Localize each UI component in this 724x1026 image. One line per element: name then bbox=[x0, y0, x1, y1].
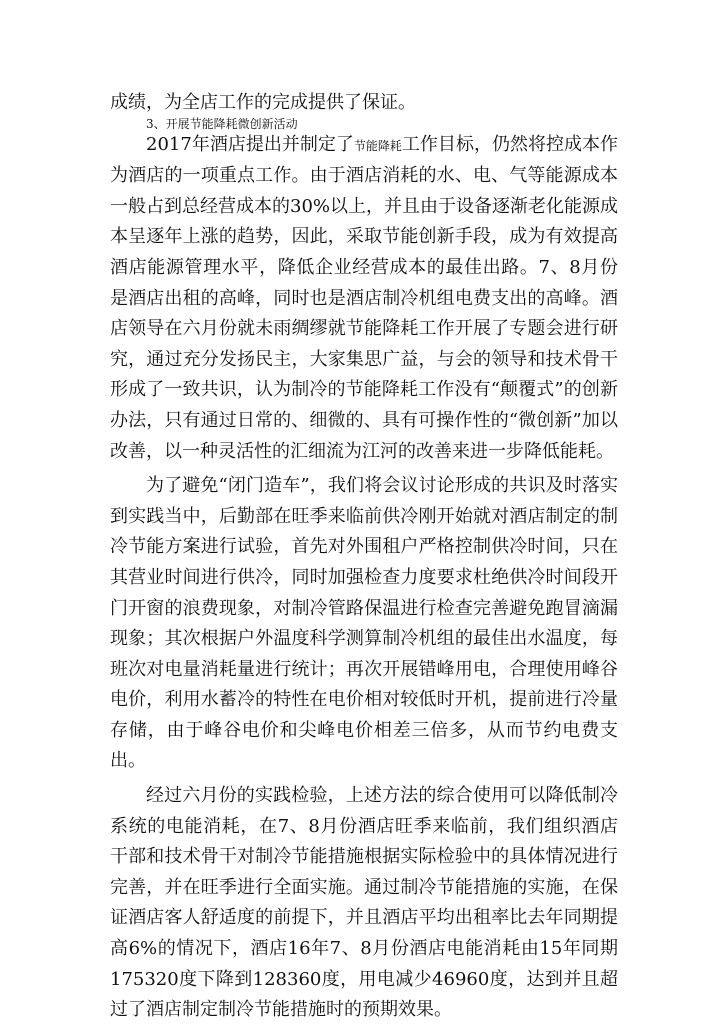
paragraph-implementation: 为了避免“闭门造车”，我们将会议讨论形成的共识及时落实到实践当中，后勤部在旺季来临前供冷刚开始就对酒店制定的制冷节能方案进行试验，首先对外围租户严格控制供冷时间，只在其营业时间进行供冷，同时加强检查力度要求杜绝供冷时间段开门开窗的浪费现象，对制冷管路保温进行检查完善避免跑冒滴漏现象；其次根据户外温度科学测算制冷机组的最佳出水温度，每班次对电量消耗量进行统计；再次开展错峰用电，合理使用峰谷电价，利用水蓄冷的特性在电价相对较低时开机，提前进行冷量存储，由于峰谷电价和尖峰电价相差三倍多，从而节约电费支出。 bbox=[110, 475, 618, 772]
document-body bbox=[110, 88, 618, 1026]
paragraph-goals-rest: 工作目标，仍然将控成本作为酒店的一项重点工作。由于酒店消耗的水、电、气等能源成本一般占到总经营成本的30%以上，并且由于设备逐渐老化能源成本呈逐年上涨的趋势，因此，采取节能创新手段，成为有效提高酒店能源管理水平，降低企业经营成本的最佳出路。7、8月份是酒店出租的高峰，同时也是酒店制冷机组电费支出的高峰。酒店领导在六月份就未雨绸缪就节能降耗工作开展了专题会进行研究，通过充分发扬民主，大家集思广益，与会的领导和技术骨干形成了一致共识，认为制冷的节能降耗工作没有“颠覆式”的创新办法，只有通过日常的、细微的、具有可操作性的“微创新”加以改善，以一种灵活性的汇细流为江河的改善来进一步降低能耗。 bbox=[110, 133, 619, 462]
section-heading: 3、开展节能降耗微创新活动 bbox=[146, 116, 298, 131]
paragraph-results: 经过六月份的实践检验，上述方法的综合使用可以降低制冷系统的电能消耗，在7、8月份酒店旺季来临前，我们组织酒店干部和技术骨干对制冷节能措施根据实际检验中的具体情况进行完善，并在旺季进行全面实施。通过制冷节能措施的实施，在保证酒店客人舒适度的前提下，并且酒店平均出租率比去年同期提高6%的情况下，酒店16年7、8月份酒店电能消耗由15年同期175320度下降到128360度，用电减少46960度，达到并且超过了酒店制定制冷节能措施时的预期效果。 bbox=[110, 785, 618, 1021]
continuation-text: 成绩，为全店工作的完成提供了保证。 bbox=[110, 92, 416, 113]
paragraph-goals bbox=[110, 130, 618, 468]
paragraph-goals-start: 2017年酒店提出并制定了 bbox=[146, 133, 354, 155]
paragraph-goals-inline-term: 节能降耗 bbox=[353, 138, 402, 153]
